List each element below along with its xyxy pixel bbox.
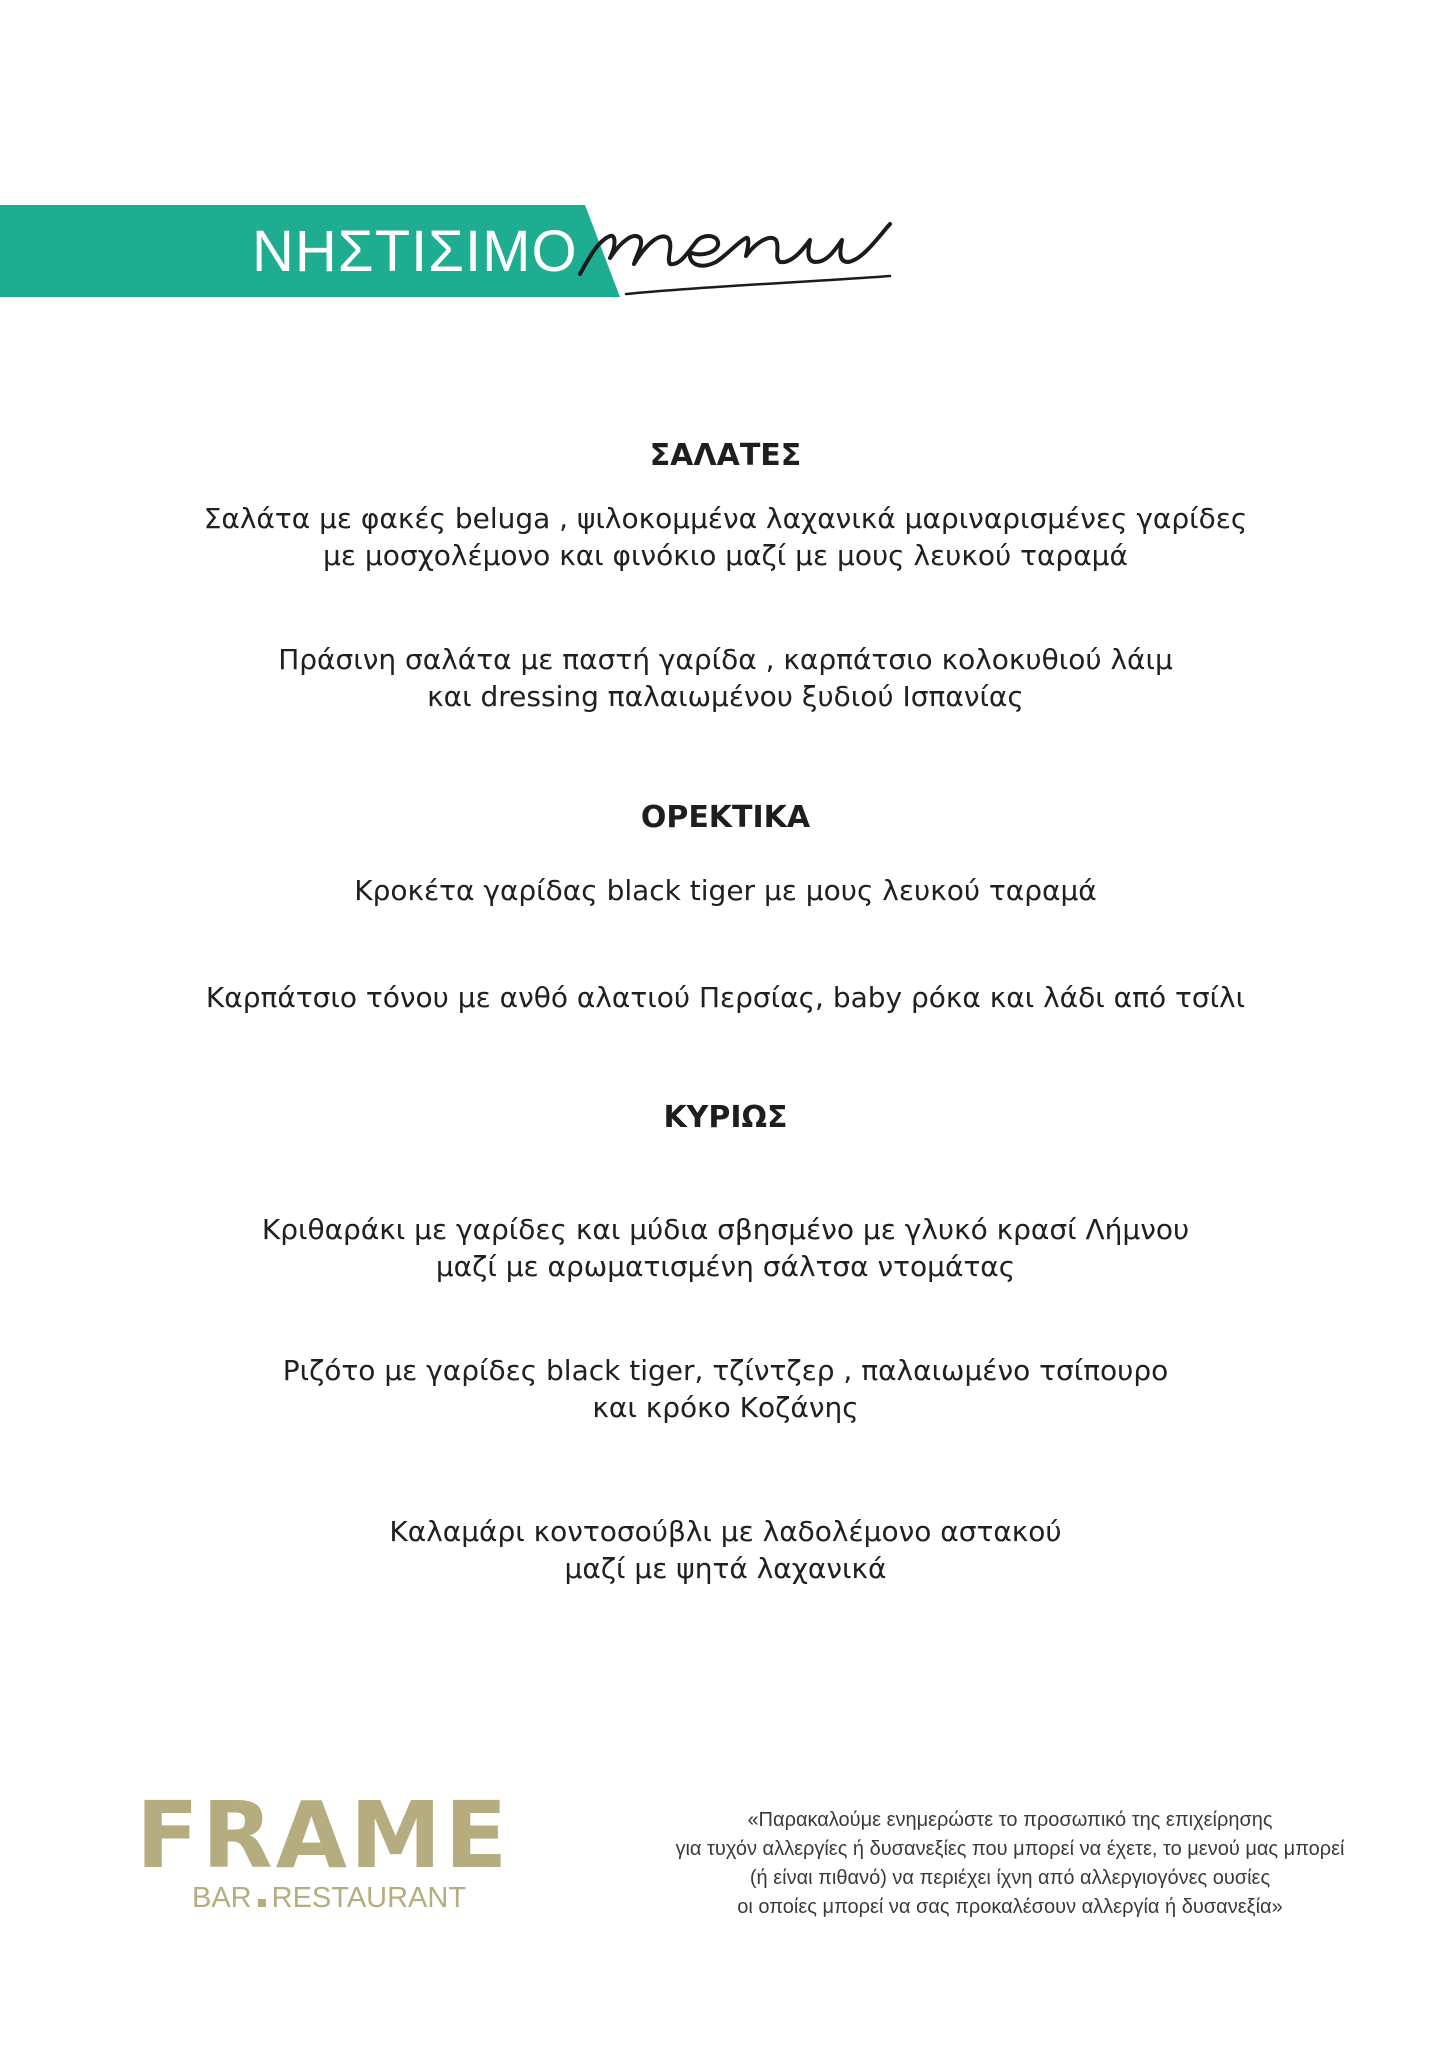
menu-item-line: με μοσχολέμονο και φινόκιο μαζί με μους λευκού ταραμά xyxy=(323,539,1128,572)
menu-item-line: Καρπάτσιο τόνου με ανθό αλατιού Περσίας, baby ρόκα και λάδι από τσίλι xyxy=(205,981,1246,1014)
menu-item-line: Ριζότο με γαρίδες black tiger, τζίντζερ , παλαιωμένο τσίπουρο xyxy=(282,1354,1169,1387)
menu-item-line: και dressing παλαιωμένου ξυδιού Ισπανίας xyxy=(427,680,1024,713)
logo-dot-icon xyxy=(258,1899,266,1907)
section-title-salads: ΣΑΛΑΤΕΣ xyxy=(649,438,802,473)
menu-item-line: μαζί με ψητά λαχανικά xyxy=(564,1552,887,1585)
allergy-disclaimer xyxy=(630,1806,1390,1922)
menu-item xyxy=(0,1352,1451,1426)
menu-item-line: μαζί με αρωματισμένη σάλτσα ντομάτας xyxy=(435,1250,1016,1283)
section-title-mains: ΚΥΡΙΩΣ xyxy=(663,1100,788,1135)
menu-item xyxy=(0,1513,1451,1587)
menu-item xyxy=(0,872,1451,909)
logo-subtitle-left: BAR xyxy=(192,1882,252,1914)
menu-item-line: Κροκέτα γαρίδας black tiger με μους λευκού ταραμά xyxy=(354,874,1097,907)
menu-item xyxy=(0,1211,1451,1285)
header-title: ΝΗΣΤΙΣΙΜΟ xyxy=(252,219,578,284)
menu-item-line: Σαλάτα με φακές beluga , ψιλοκομμένα λαχανικά μαριναρισμένες γαρίδες xyxy=(203,502,1248,535)
disclaimer-line: για τυχόν αλλεργίες ή δυσανεξίες που μπορεί να έχετε, το μενού μας μπορεί xyxy=(675,1838,1345,1860)
section-title-appetizers: ΟΡΕΚΤΙΚΑ xyxy=(640,800,811,835)
menu-item xyxy=(0,500,1451,574)
menu-item-line: και κρόκο Κοζάνης xyxy=(592,1391,859,1424)
disclaimer-line: οι οποίες μπορεί να σας προκαλέσουν αλλεργία ή δυσανεξία» xyxy=(737,1896,1283,1918)
disclaimer-line: (ή είναι πιθανό) να περιέχει ίχνη από αλλεργιογόνες ουσίες xyxy=(749,1867,1271,1889)
menu-item-line: Καλαμάρι κοντοσούβλι με λαδολέμονο αστακού xyxy=(389,1515,1062,1548)
logo-subtitle-right: RESTAURANT xyxy=(271,1882,467,1914)
menu-item-line: Πράσινη σαλάτα με παστή γαρίδα , καρπάτσιο κολοκυθιού λάιμ xyxy=(278,643,1173,676)
menu-item xyxy=(0,979,1451,1016)
disclaimer-line: «Παρακαλούμε ενημερώστε το προσωπικό της επιχείρησης xyxy=(747,1809,1273,1831)
frame-logo-subtitle xyxy=(192,1882,466,1915)
frame-logo: FRAME xyxy=(136,1782,511,1889)
menu-item xyxy=(0,641,1451,715)
menu-item-line: Κριθαράκι με γαρίδες και μύδια σβησμένο με γλυκό κρασί Λήμνου xyxy=(261,1213,1190,1246)
